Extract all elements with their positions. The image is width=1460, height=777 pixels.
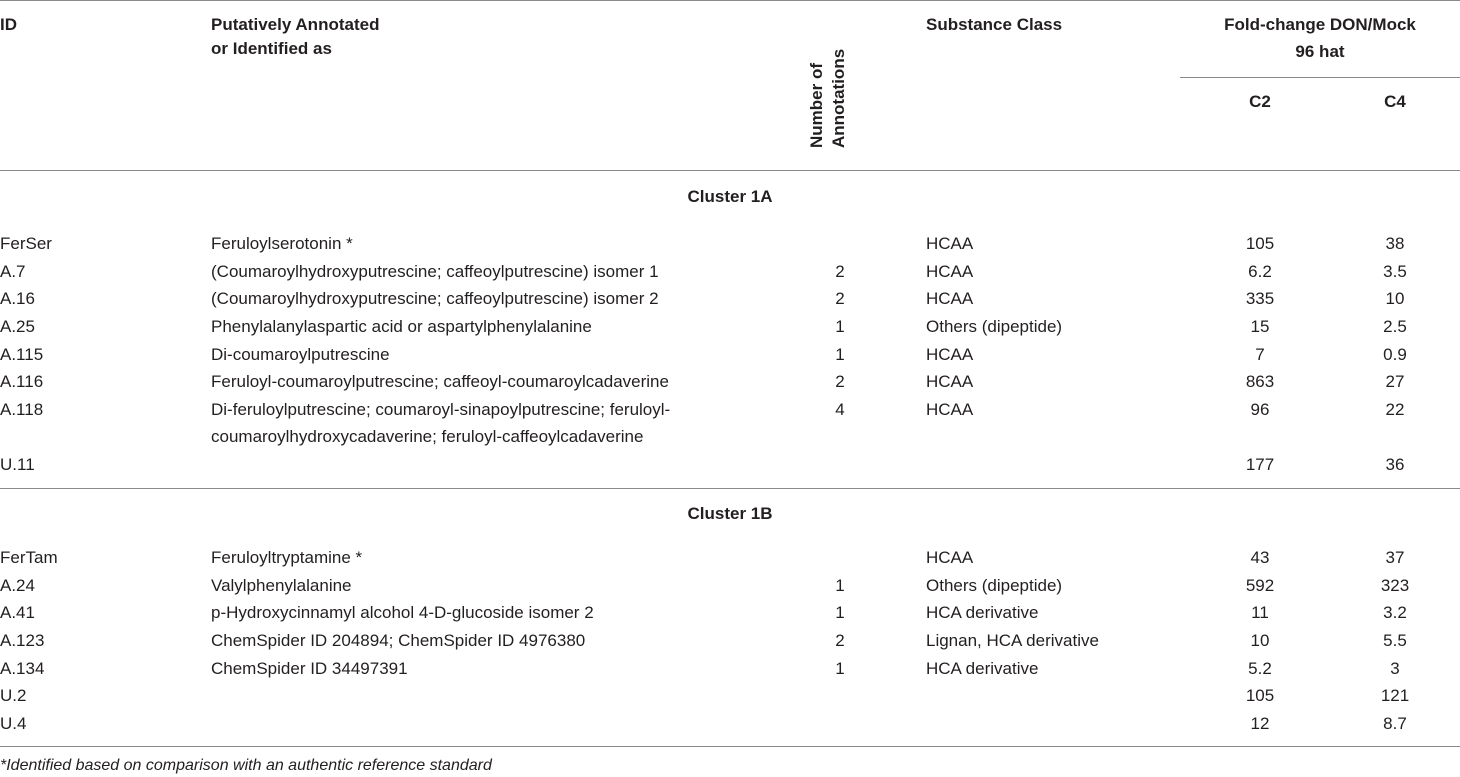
header-name-line1: Putatively Annotated bbox=[211, 15, 380, 34]
header-c2: C2 bbox=[1249, 92, 1271, 111]
cell-c4: 3.5 bbox=[1383, 262, 1407, 281]
cell-c2: 105 bbox=[1245, 686, 1275, 705]
bottom-rule bbox=[0, 746, 1460, 747]
cell-substance-class: Others (dipeptide) bbox=[926, 576, 1063, 595]
cell-substance-class: HCAA bbox=[926, 548, 974, 567]
header-fold-line1: Fold-change DON/Mock bbox=[1224, 15, 1416, 34]
cell-number-of-annotations: 2 bbox=[835, 289, 845, 308]
cell-substance-class: Others (dipeptide) bbox=[926, 317, 1063, 336]
cell-c4: 2.5 bbox=[1383, 317, 1407, 336]
cell-substance-class: HCAA bbox=[926, 262, 974, 281]
cell-number-of-annotations: 2 bbox=[835, 372, 845, 391]
cell-id: A.24 bbox=[0, 576, 35, 595]
cell-c4: 10 bbox=[1385, 289, 1405, 308]
cell-c4: 36 bbox=[1385, 455, 1405, 474]
cell-c2: 43 bbox=[1250, 548, 1270, 567]
cell-substance-class: HCAA bbox=[926, 372, 974, 391]
cell-c2: 10 bbox=[1250, 631, 1270, 650]
cell-id: U.11 bbox=[0, 455, 35, 474]
cell-number-of-annotations: 1 bbox=[835, 317, 845, 336]
cell-name: Di-feruloylputrescine; coumaroyl-sinapoylputrescine; feruloyl- bbox=[211, 400, 671, 419]
cell-id: FerSer bbox=[0, 234, 52, 253]
header-number-of-annotations bbox=[806, 18, 856, 148]
cell-c4: 3.2 bbox=[1383, 603, 1407, 622]
cell-number-of-annotations: 1 bbox=[835, 576, 845, 595]
header-id: ID bbox=[0, 15, 17, 34]
header-c4: C4 bbox=[1384, 92, 1406, 111]
cell-id: U.4 bbox=[0, 714, 27, 733]
cluster-title: Cluster 1B bbox=[687, 504, 773, 523]
cell-number-of-annotations: 4 bbox=[835, 400, 845, 419]
cell-c4: 3 bbox=[1390, 659, 1400, 678]
cell-c2: 592 bbox=[1245, 576, 1275, 595]
cell-id: A.116 bbox=[0, 372, 44, 391]
cell-name: Valylphenylalanine bbox=[211, 576, 352, 595]
cell-number-of-annotations: 2 bbox=[835, 262, 845, 281]
footnote: *Identified based on comparison with an authentic reference standard bbox=[0, 757, 492, 774]
header-substance-class: Substance Class bbox=[926, 15, 1063, 34]
cluster-title: Cluster 1A bbox=[687, 187, 773, 206]
cell-id: U.2 bbox=[0, 686, 27, 705]
cell-name: Feruloyl-coumaroylputrescine; caffeoyl-coumaroylcadaverine bbox=[211, 372, 669, 391]
cell-name: Phenylalanylaspartic acid or aspartylphenylalanine bbox=[211, 317, 592, 336]
cell-c4: 121 bbox=[1380, 686, 1410, 705]
cell-substance-class: HCA derivative bbox=[926, 659, 1039, 678]
cell-c4: 8.7 bbox=[1383, 714, 1407, 733]
cell-substance-class: HCAA bbox=[926, 345, 974, 364]
cell-name: (Coumaroylhydroxyputrescine; caffeoylputrescine) isomer 2 bbox=[211, 289, 659, 308]
cell-c4: 22 bbox=[1385, 400, 1405, 419]
header-fold-line2: 96 hat bbox=[1295, 42, 1345, 61]
header-number-line1: Number of bbox=[807, 63, 826, 148]
cell-c2: 15 bbox=[1250, 317, 1270, 336]
cell-c4: 0.9 bbox=[1383, 345, 1407, 364]
cell-name: ChemSpider ID 204894; ChemSpider ID 4976380 bbox=[211, 631, 586, 650]
cell-substance-class: HCAA bbox=[926, 234, 974, 253]
cell-name: Di-coumaroylputrescine bbox=[211, 345, 390, 364]
header-number-line2: Annotations bbox=[829, 48, 848, 148]
cell-id: FerTam bbox=[0, 548, 58, 567]
cell-c4: 323 bbox=[1380, 576, 1410, 595]
cell-name-continued: coumaroylhydroxycadaverine; feruloyl-caffeoylcadaverine bbox=[211, 427, 644, 446]
cell-c2: 11 bbox=[1251, 603, 1269, 622]
cell-name: Feruloylserotonin * bbox=[211, 234, 353, 253]
cell-name: p-Hydroxycinnamyl alcohol 4-D-glucoside isomer 2 bbox=[211, 603, 594, 622]
top-rule bbox=[0, 0, 1460, 1]
cell-id: A.16 bbox=[0, 289, 35, 308]
cell-name: ChemSpider ID 34497391 bbox=[211, 659, 408, 678]
cell-substance-class: HCAA bbox=[926, 400, 974, 419]
cell-c2: 177 bbox=[1245, 455, 1275, 474]
cell-id: A.41 bbox=[0, 603, 35, 622]
cell-c2: 12 bbox=[1250, 714, 1270, 733]
cell-c2: 6.2 bbox=[1248, 262, 1272, 281]
header-name-line2: or Identified as bbox=[211, 39, 332, 58]
cell-c4: 27 bbox=[1385, 372, 1405, 391]
cell-c2: 863 bbox=[1245, 372, 1275, 391]
cell-id: A.115 bbox=[0, 345, 44, 364]
cell-c2: 96 bbox=[1250, 400, 1270, 419]
cell-c2: 5.2 bbox=[1248, 659, 1272, 678]
cell-substance-class: HCA derivative bbox=[926, 603, 1039, 622]
cell-number-of-annotations: 1 bbox=[835, 603, 845, 622]
cell-name: (Coumaroylhydroxyputrescine; caffeoylputrescine) isomer 1 bbox=[211, 262, 659, 281]
cell-id: A.134 bbox=[0, 659, 45, 678]
cell-number-of-annotations: 1 bbox=[835, 659, 845, 678]
cell-id: A.118 bbox=[0, 400, 44, 419]
cell-c4: 38 bbox=[1385, 234, 1405, 253]
cell-number-of-annotations: 2 bbox=[835, 631, 845, 650]
cell-c4: 37 bbox=[1385, 548, 1405, 567]
cell-id: A.25 bbox=[0, 317, 35, 336]
cell-id: A.123 bbox=[0, 631, 45, 650]
fold-change-rule bbox=[1180, 77, 1460, 78]
cell-c2: 7 bbox=[1255, 345, 1265, 364]
cell-id: A.7 bbox=[0, 262, 26, 281]
cell-c2: 105 bbox=[1245, 234, 1275, 253]
cluster-rule bbox=[0, 488, 1460, 489]
cell-number-of-annotations: 1 bbox=[835, 345, 845, 364]
cell-c4: 5.5 bbox=[1383, 631, 1407, 650]
cell-c2: 335 bbox=[1245, 289, 1275, 308]
cell-name: Feruloyltryptamine * bbox=[211, 548, 363, 567]
cell-substance-class: Lignan, HCA derivative bbox=[926, 631, 1099, 650]
cell-substance-class: HCAA bbox=[926, 289, 974, 308]
header-rule bbox=[0, 170, 1460, 171]
